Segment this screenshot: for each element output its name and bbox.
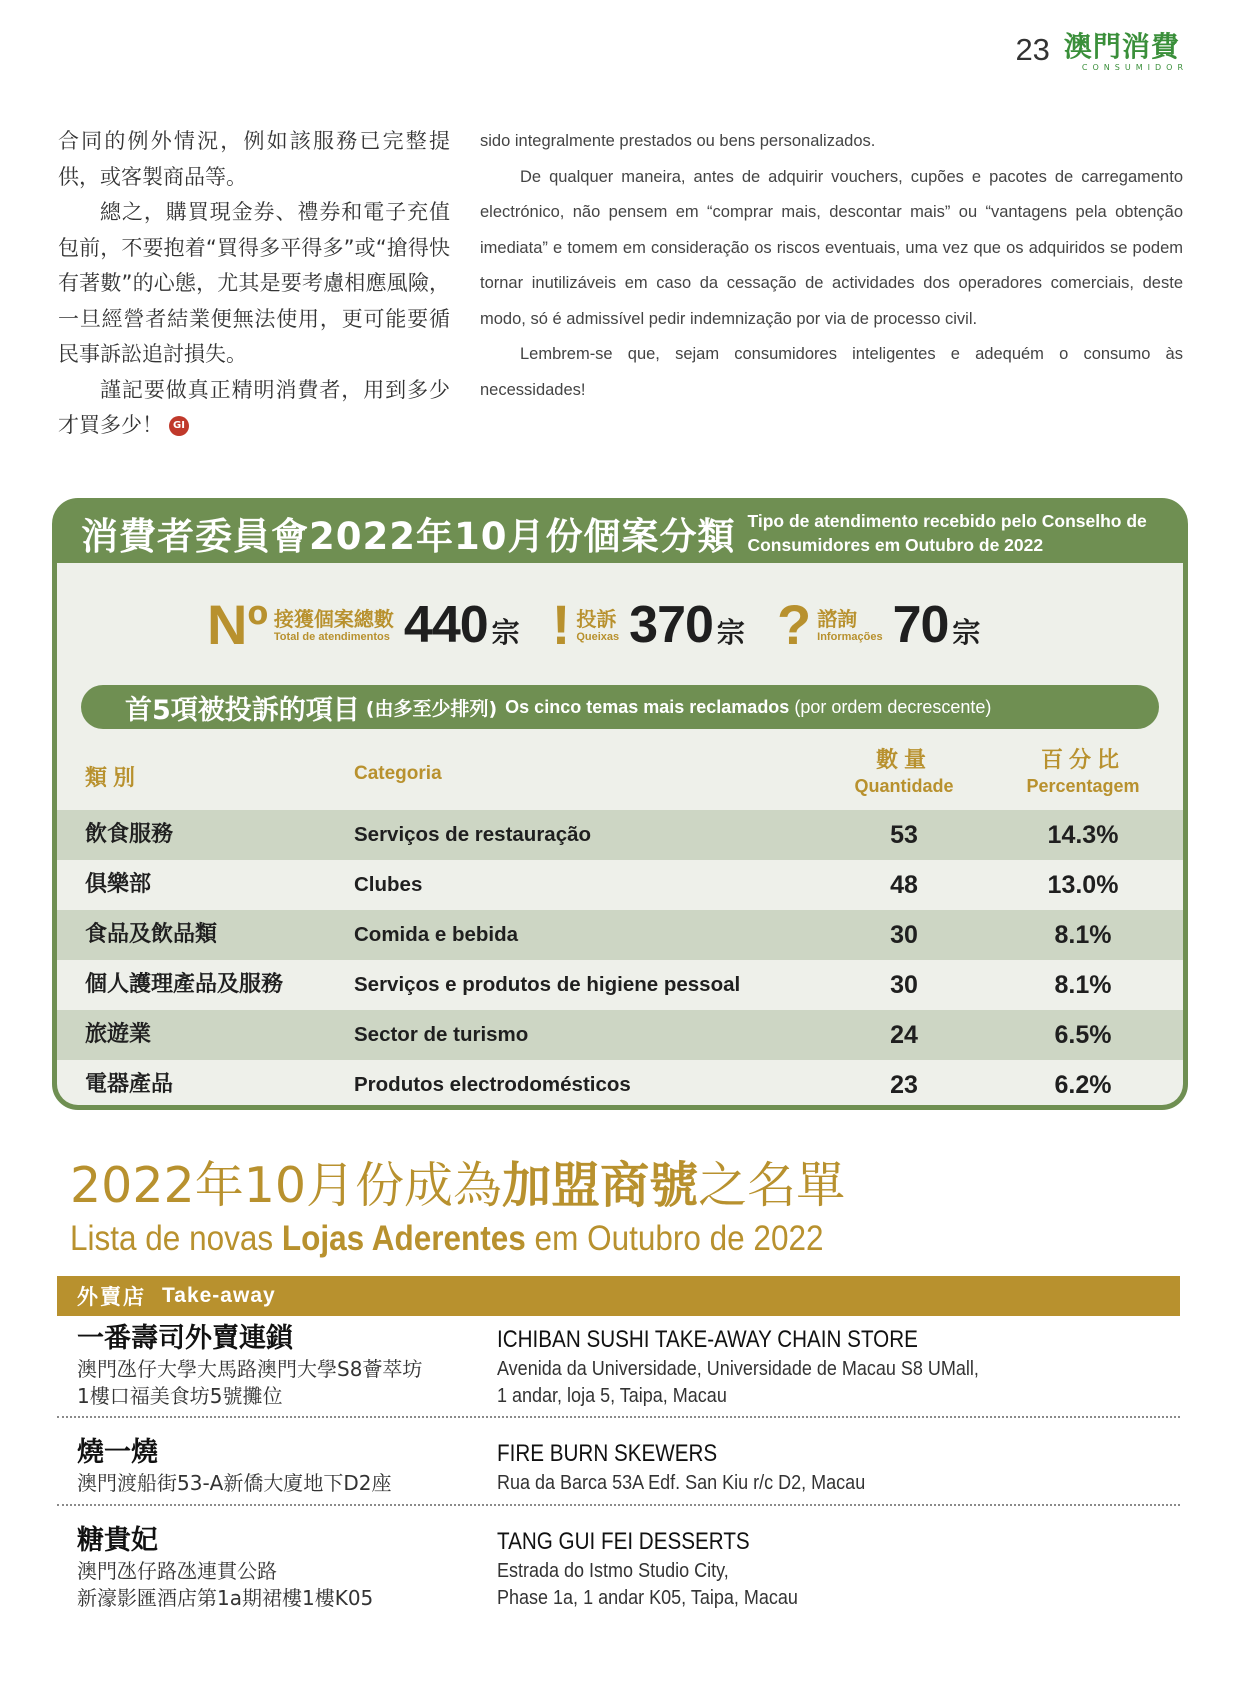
shop-address-cn-line-1: 澳門渡船街53-A新僑大廈地下D2座 bbox=[77, 1471, 392, 1495]
row-quantity: 30 bbox=[890, 921, 918, 949]
stat-enquiries-unit: 宗 bbox=[952, 616, 981, 649]
shops-title-pt-b: Lojas Aderentes bbox=[281, 1219, 526, 1258]
column-percentage-pt: Percentagem bbox=[1026, 776, 1140, 796]
table-header bbox=[57, 743, 1183, 805]
end-mark-icon: GI bbox=[169, 416, 189, 436]
shops-title-pt-c: em Outubro de 2022 bbox=[525, 1219, 824, 1258]
row-percentage: 6.5% bbox=[1054, 1021, 1112, 1049]
row-category-pt: Serviços de restauração bbox=[354, 823, 592, 846]
shop-address-pt-line-2: Phase 1a, 1 andar K05, Taipa, Macau bbox=[497, 1587, 798, 1609]
row-category-cn: 俱樂部 bbox=[85, 872, 152, 897]
stat-total bbox=[207, 595, 520, 655]
column-category-pt: Categoria bbox=[354, 763, 442, 784]
panel-body bbox=[57, 563, 1183, 1105]
exclamation-icon: ! bbox=[551, 593, 571, 656]
stat-complaints-unit: 宗 bbox=[716, 616, 745, 649]
stat-complaints-label bbox=[576, 607, 619, 643]
stat-complaints bbox=[552, 595, 745, 655]
shop-name-cn: 糖貴妃 bbox=[77, 1525, 158, 1556]
table-row bbox=[57, 1010, 1183, 1060]
row-category-pt: Clubes bbox=[354, 873, 423, 896]
shop-entry-fire-burn bbox=[57, 1436, 1180, 1498]
logo-chinese: 澳門消費 bbox=[1063, 30, 1180, 63]
row-percentage: 8.1% bbox=[1054, 921, 1112, 949]
article-pt-paragraph-3: Lembrem-se que, sejam consumidores inteligentes e adequém o consumo às necessidades! bbox=[480, 345, 1183, 399]
shop-address-cn bbox=[77, 1558, 373, 1612]
top5-title-cn: 首5項被投訴的項目 bbox=[125, 694, 360, 726]
magazine-logo bbox=[1064, 30, 1188, 72]
article-zh-paragraph-1: 合同的例外情況，例如該服務已完整提供，或客製商品等。 bbox=[58, 129, 450, 189]
shop-name-cn: 一番壽司外賣連鎖 bbox=[77, 1323, 293, 1354]
row-quantity: 53 bbox=[890, 821, 918, 849]
shop-category-cn: 外賣店 bbox=[77, 1285, 146, 1309]
top5-title-pt: Os cinco temas mais reclamados bbox=[505, 696, 790, 717]
shop-address-pt-line-1: Avenida da Universidade, Universidade de Macau S8 UMall, bbox=[497, 1358, 979, 1380]
shops-title-cn-b: 加盟商號 bbox=[502, 1157, 699, 1214]
row-category-cn: 電器產品 bbox=[85, 1072, 174, 1097]
table-row bbox=[57, 960, 1183, 1010]
number-sign-icon: Nº bbox=[207, 593, 268, 656]
stat-enquiries-value: 70 bbox=[892, 596, 949, 654]
row-percentage: 8.1% bbox=[1054, 971, 1112, 999]
column-percentage bbox=[1003, 747, 1163, 797]
table-row bbox=[57, 810, 1183, 860]
shop-name-pt: ICHIBAN SUSHI TAKE-AWAY CHAIN STORE bbox=[497, 1326, 918, 1353]
column-percentage-cn: 百分比 bbox=[1040, 748, 1125, 773]
shops-title-cn-a: 2022年10月份成為 bbox=[70, 1157, 503, 1214]
row-quantity: 23 bbox=[890, 1071, 918, 1099]
top5-banner bbox=[81, 685, 1159, 729]
stat-total-label-cn: 接獲個案總數 bbox=[273, 607, 394, 631]
article-chinese-column bbox=[58, 124, 450, 444]
shop-address-cn-line-2: 1樓口福美食坊5號攤位 bbox=[77, 1384, 283, 1408]
complaints-table-body bbox=[57, 810, 1183, 1110]
shop-address-pt-line-1: Rua da Barca 53A Edf. San Kiu r/c D2, Macau bbox=[497, 1472, 866, 1494]
shop-entry-ichiban bbox=[57, 1322, 1180, 1410]
shop-address-pt-line-2: 1 andar, loja 5, Taipa, Macau bbox=[497, 1385, 727, 1407]
panel-header bbox=[57, 503, 1183, 563]
stat-total-value: 440 bbox=[403, 596, 488, 654]
column-quantity-cn: 數量 bbox=[875, 748, 932, 773]
row-quantity: 24 bbox=[890, 1021, 918, 1049]
shop-address-cn-line-1: 澳門氹仔路氹連貫公路 bbox=[77, 1559, 277, 1583]
shop-address-cn bbox=[77, 1470, 391, 1497]
row-percentage: 13.0% bbox=[1047, 871, 1119, 899]
shop-category-bar bbox=[57, 1276, 1180, 1316]
article-pt-paragraph-1: sido integralmente prestados ou bens personalizados. bbox=[480, 132, 876, 150]
row-percentage: 6.2% bbox=[1054, 1071, 1112, 1099]
stat-enquiries-label-pt: Informações bbox=[817, 631, 883, 643]
dotted-divider bbox=[57, 1416, 1180, 1418]
shop-entry-tang-gui-fei bbox=[57, 1524, 1180, 1612]
shops-title-cn-c: 之名單 bbox=[698, 1157, 846, 1214]
logo-portuguese: CONSUMIDOR bbox=[1081, 63, 1188, 72]
row-category-pt: Comida e bebida bbox=[354, 923, 519, 946]
shop-address-pt-line-1: Estrada do Istmo Studio City, bbox=[497, 1560, 729, 1582]
row-percentage: 14.3% bbox=[1047, 821, 1119, 849]
row-category-cn: 食品及飲品類 bbox=[85, 922, 218, 947]
row-category-pt: Sector de turismo bbox=[354, 1023, 529, 1046]
shop-address-cn-line-1: 澳門氹仔大學大馬路澳門大學S8薈萃坊 bbox=[77, 1357, 423, 1381]
row-category-pt: Produtos electrodomésticos bbox=[354, 1073, 631, 1096]
shops-title-chinese bbox=[70, 1156, 845, 1216]
row-category-cn: 個人護理產品及服務 bbox=[85, 972, 284, 997]
table-row bbox=[57, 1060, 1183, 1110]
dotted-divider bbox=[57, 1504, 1180, 1506]
shop-address-pt bbox=[497, 1470, 865, 1497]
stats-summary bbox=[207, 595, 1012, 655]
row-quantity: 30 bbox=[890, 971, 918, 999]
article-zh-paragraph-3 bbox=[58, 373, 450, 444]
case-statistics-panel bbox=[52, 498, 1188, 1110]
shop-address-cn bbox=[77, 1356, 422, 1410]
row-category-cn: 旅遊業 bbox=[85, 1022, 152, 1047]
stat-enquiries-label-cn: 諮詢 bbox=[817, 607, 858, 631]
shop-address-pt bbox=[497, 1356, 979, 1410]
shops-title-pt-a: Lista de novas bbox=[70, 1219, 282, 1258]
row-quantity: 48 bbox=[890, 871, 918, 899]
stat-complaints-label-pt: Queixas bbox=[576, 631, 620, 643]
article-pt-paragraph-2: De qualquer maneira, antes de adquirir vouchers, cupões e pacotes de carregamento electrónico, não pensem em “comprar mais, descontar mais” ou “vantagens pela obtenção imediata” e tomem em consideração os riscos eventuais, uma vez que os adquiridos se podem tornar inutilizáveis em caso da cessação de actividades dos operadores comerciais, deste modo, só é admissível pedir indemnização por via de processo civil. bbox=[480, 167, 1183, 328]
shop-name-pt: FIRE BURN SKEWERS bbox=[497, 1440, 718, 1467]
shop-name-pt: TANG GUI FEI DESSERTS bbox=[497, 1528, 750, 1555]
shop-category-pt: Take-away bbox=[162, 1284, 276, 1307]
table-row bbox=[57, 860, 1183, 910]
column-quantity-pt: Quantidade bbox=[854, 776, 954, 796]
article-portuguese-column bbox=[480, 124, 1183, 408]
panel-title-portuguese: Tipo de atendimento recebido pelo Conselho de Consumidores em Outubro de 2022 bbox=[747, 511, 1147, 555]
page-number: 23 bbox=[1015, 32, 1050, 67]
column-quantity bbox=[839, 747, 969, 797]
question-mark-icon: ? bbox=[776, 593, 812, 656]
stat-total-unit: 宗 bbox=[491, 616, 520, 649]
shop-address-pt bbox=[497, 1558, 798, 1612]
row-category-cn: 飲食服務 bbox=[85, 822, 174, 847]
top5-note-cn: (由多至少排列) bbox=[365, 697, 498, 720]
stat-total-label-pt: Total de atendimentos bbox=[273, 631, 390, 643]
page-header bbox=[1015, 30, 1188, 72]
stat-complaints-value: 370 bbox=[629, 596, 713, 654]
article-zh-paragraph-2: 總之，購買現金券、禮券和電子充值包前，不要抱着“買得多平得多”或“搶得快有著數”的心態，尤其是要考慮相應風險，一旦經營者結業便無法使用，更可能要循民事訴訟追討損失。 bbox=[58, 200, 450, 366]
stat-enquiries-label bbox=[817, 607, 882, 643]
shop-address-cn-line-2: 新濠影匯酒店第1a期裙樓1樓K05 bbox=[77, 1586, 374, 1610]
article-zh-paragraph-3-text: 謹記要做真正精明消費者，用到多少才買多少！ bbox=[58, 377, 450, 437]
shops-title-portuguese bbox=[70, 1218, 824, 1260]
row-category-pt: Serviços e produtos de higiene pessoal bbox=[354, 973, 741, 996]
panel-title-chinese: 消費者委員會2022年10月份個案分類 bbox=[81, 515, 736, 558]
shop-name-cn: 燒一燒 bbox=[77, 1437, 158, 1468]
stat-total-label bbox=[274, 607, 394, 643]
stat-complaints-label-cn: 投訴 bbox=[576, 607, 617, 631]
stat-enquiries bbox=[777, 595, 981, 655]
top5-note-pt: (por ordem decrescente) bbox=[794, 696, 992, 717]
column-category-cn: 類別 bbox=[85, 766, 142, 791]
table-row bbox=[57, 910, 1183, 960]
